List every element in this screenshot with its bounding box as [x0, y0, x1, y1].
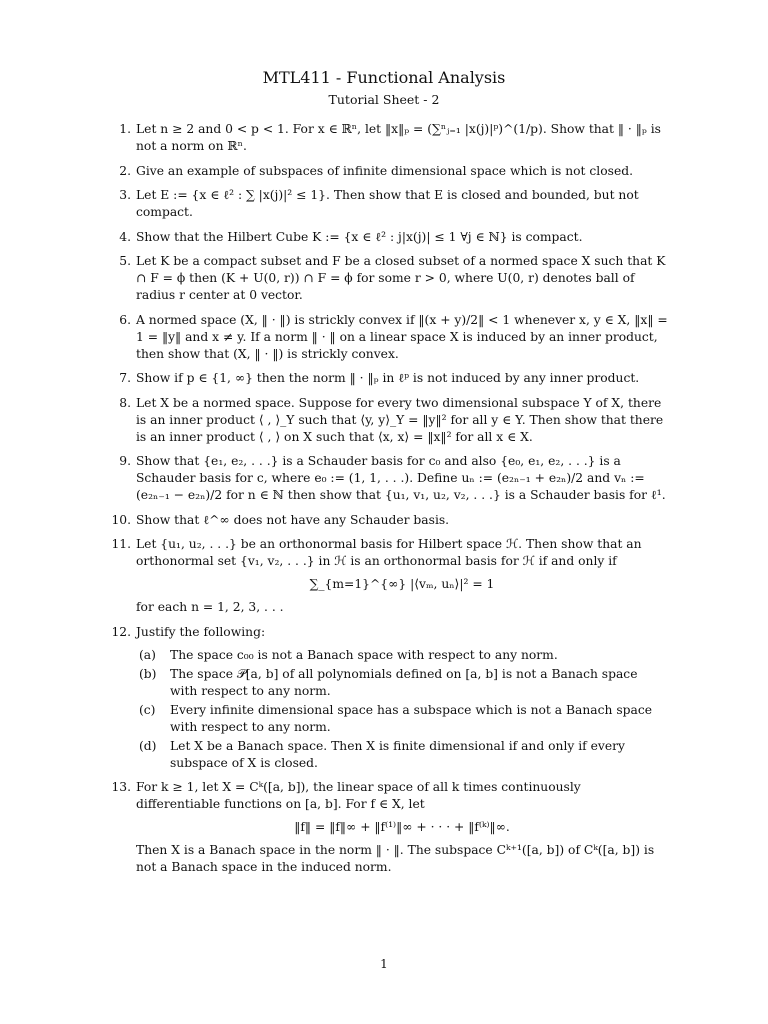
problem-number: 4.: [119, 229, 131, 244]
display-equation: ‖f‖ = ‖f‖∞ + ‖f⁽¹⁾‖∞ + · · · + ‖f⁽ᵏ⁾‖∞.: [294, 820, 510, 834]
problem-text: Let E := {x ∈ ℓ² : ∑ |x(j)|² ≤ 1}. Then show that E is closed and bounded, but not compact.: [136, 188, 639, 219]
subitem-b: [136, 666, 668, 700]
subitem-a: [136, 647, 668, 664]
subitem-text: The space 𝒫[a, b] of all polynomials defined on [a, b] is not a Banach space with respect to any norm.: [170, 666, 638, 698]
problem-number: 9.: [119, 454, 131, 468]
problem-text: Show that {e₁, e₂, . . .} is a Schauder basis for c₀ and also {e₀, e₁, e₂, . . .} is a Schauder basis for c, where e₀ := (1, 1, . . .). Define uₙ := (e₂ₙ₋₁ + e₂ₙ)/2 and vₙ := (e₂ₙ₋₁ − e₂ₙ)/2 for n ∈ ℕ then show that {u₁, v₁, u₂, v₂, . . .} is a Schauder basis for ℓ¹.: [136, 454, 666, 502]
problem-list: [106, 121, 668, 884]
problem-text: A normed space (X, ‖ · ‖) is strickly convex if ‖(x + y)/2‖ < 1 whenever x, y ∈ X, ‖x‖ = 1 = ‖y‖ and x ≠ y. If a norm ‖ · ‖ on a linear space X is induced by an inner product, then show that (X, ‖ · ‖) is strickly convex.: [136, 312, 668, 361]
problem-text: Let n ≥ 2 and 0 < p < 1. For x ∈ ℝⁿ, let ‖x‖ₚ = (∑ⁿⱼ₌₁ |x(j)|ᵖ)^(1/p). Show that ‖ · ‖ₚ is not a norm on ℝⁿ.: [136, 122, 661, 153]
problem-item-12: [106, 624, 668, 772]
problem-text: Show if p ∈ {1, ∞} then the norm ‖ · ‖ₚ in ℓᵖ is not induced by any inner product.: [136, 371, 640, 385]
page-number: 1: [380, 957, 388, 971]
subitem-label: (d): [139, 738, 157, 753]
problem-item-13: [106, 779, 668, 876]
subitem-list: [136, 647, 668, 772]
page-title: MTL411 - Functional Analysis: [262, 68, 506, 87]
problem-number: 7.: [119, 371, 131, 385]
subitem-label: (a): [139, 647, 156, 662]
problem-text: For k ≥ 1, let X = Cᵏ([a, b]), the linear space of all k times continuously differentiable functions on [a, b]. For f ∈ X, let: [136, 780, 581, 811]
problem-text: Give an example of subspaces of infinite dimensional space which is not closed.: [136, 163, 634, 178]
problem-item-1: [106, 121, 668, 155]
problem-text: Show that the Hilbert Cube K := {x ∈ ℓ² : j|x(j)| ≤ 1 ∀j ∈ ℕ} is compact.: [136, 229, 583, 244]
problem-number: 13.: [111, 780, 131, 794]
problem-item-10: [106, 512, 668, 529]
problem-number: 12.: [111, 624, 131, 639]
problem-item-3: [106, 187, 668, 221]
display-equation: ∑_{m=1}^{∞} |⟨vₘ, uₙ⟩|² = 1: [309, 577, 495, 591]
problem-number: 6.: [119, 312, 131, 327]
problem-item-8: [106, 395, 668, 446]
subitem-text: Let X be a Banach space. Then X is finite dimensional if and only if every subspace of X is closed.: [170, 738, 625, 770]
subitem-d: [136, 738, 668, 772]
problem-number: 5.: [119, 254, 131, 268]
problem-item-7: [106, 370, 668, 387]
problem-number: 11.: [111, 537, 131, 551]
problem-item-11: [106, 536, 668, 616]
problem-number: 10.: [111, 512, 131, 527]
problem-text: Show that ℓ^∞ does not have any Schauder basis.: [136, 512, 450, 527]
subitem-label: (c): [139, 702, 156, 717]
page-subtitle: Tutorial Sheet - 2: [328, 92, 440, 107]
problem-text: Justify the following:: [136, 624, 266, 639]
problem-text-after: for each n = 1, 2, 3, . . .: [136, 600, 284, 614]
problem-item-6: [106, 312, 668, 363]
problem-text-after: Then X is a Banach space in the norm ‖ · ‖. The subspace Cᵏ⁺¹([a, b]) of Cᵏ([a, b]) is not a Banach space in the induced norm.: [136, 843, 655, 874]
problem-text: Let K be a compact subset and F be a closed subset of a normed space X such that K ∩ F = ϕ then (K + U(0, r)) ∩ F = ϕ for some r > 0, where U(0, r) denotes ball of radius r center at 0 vector.: [136, 254, 666, 302]
problem-item-5: [106, 253, 668, 304]
problem-item-9: [106, 453, 668, 504]
problem-text: Let X be a normed space. Suppose for every two dimensional subspace Y of X, there is an inner product ⟨ , ⟩_Y such that ⟨y, y⟩_Y = ‖y‖² for all y ∈ Y. Then show that there is an inner product ⟨ , ⟩ on X such that ⟨x, x⟩ = ‖x‖² for all x ∈ X.: [136, 395, 664, 444]
problem-item-4: [106, 229, 668, 246]
problem-number: 2.: [119, 163, 131, 178]
subitem-label: (b): [139, 666, 157, 681]
problem-text: Let {u₁, u₂, . . .} be an orthonormal basis for Hilbert space ℋ. Then show that an orthonormal set {v₁, v₂, . . .} in ℋ is an orthonormal basis for ℋ if and only if: [136, 537, 642, 568]
subitem-text: The space c₀₀ is not a Banach space with respect to any norm.: [170, 647, 558, 662]
problem-item-2: [106, 163, 668, 180]
subitem-c: [136, 702, 668, 736]
problem-number: 8.: [119, 395, 131, 410]
problem-number: 1.: [119, 122, 131, 136]
problem-number: 3.: [119, 188, 131, 202]
subitem-text: Every infinite dimensional space has a subspace which is not a Banach space with respect to any norm.: [170, 702, 653, 734]
